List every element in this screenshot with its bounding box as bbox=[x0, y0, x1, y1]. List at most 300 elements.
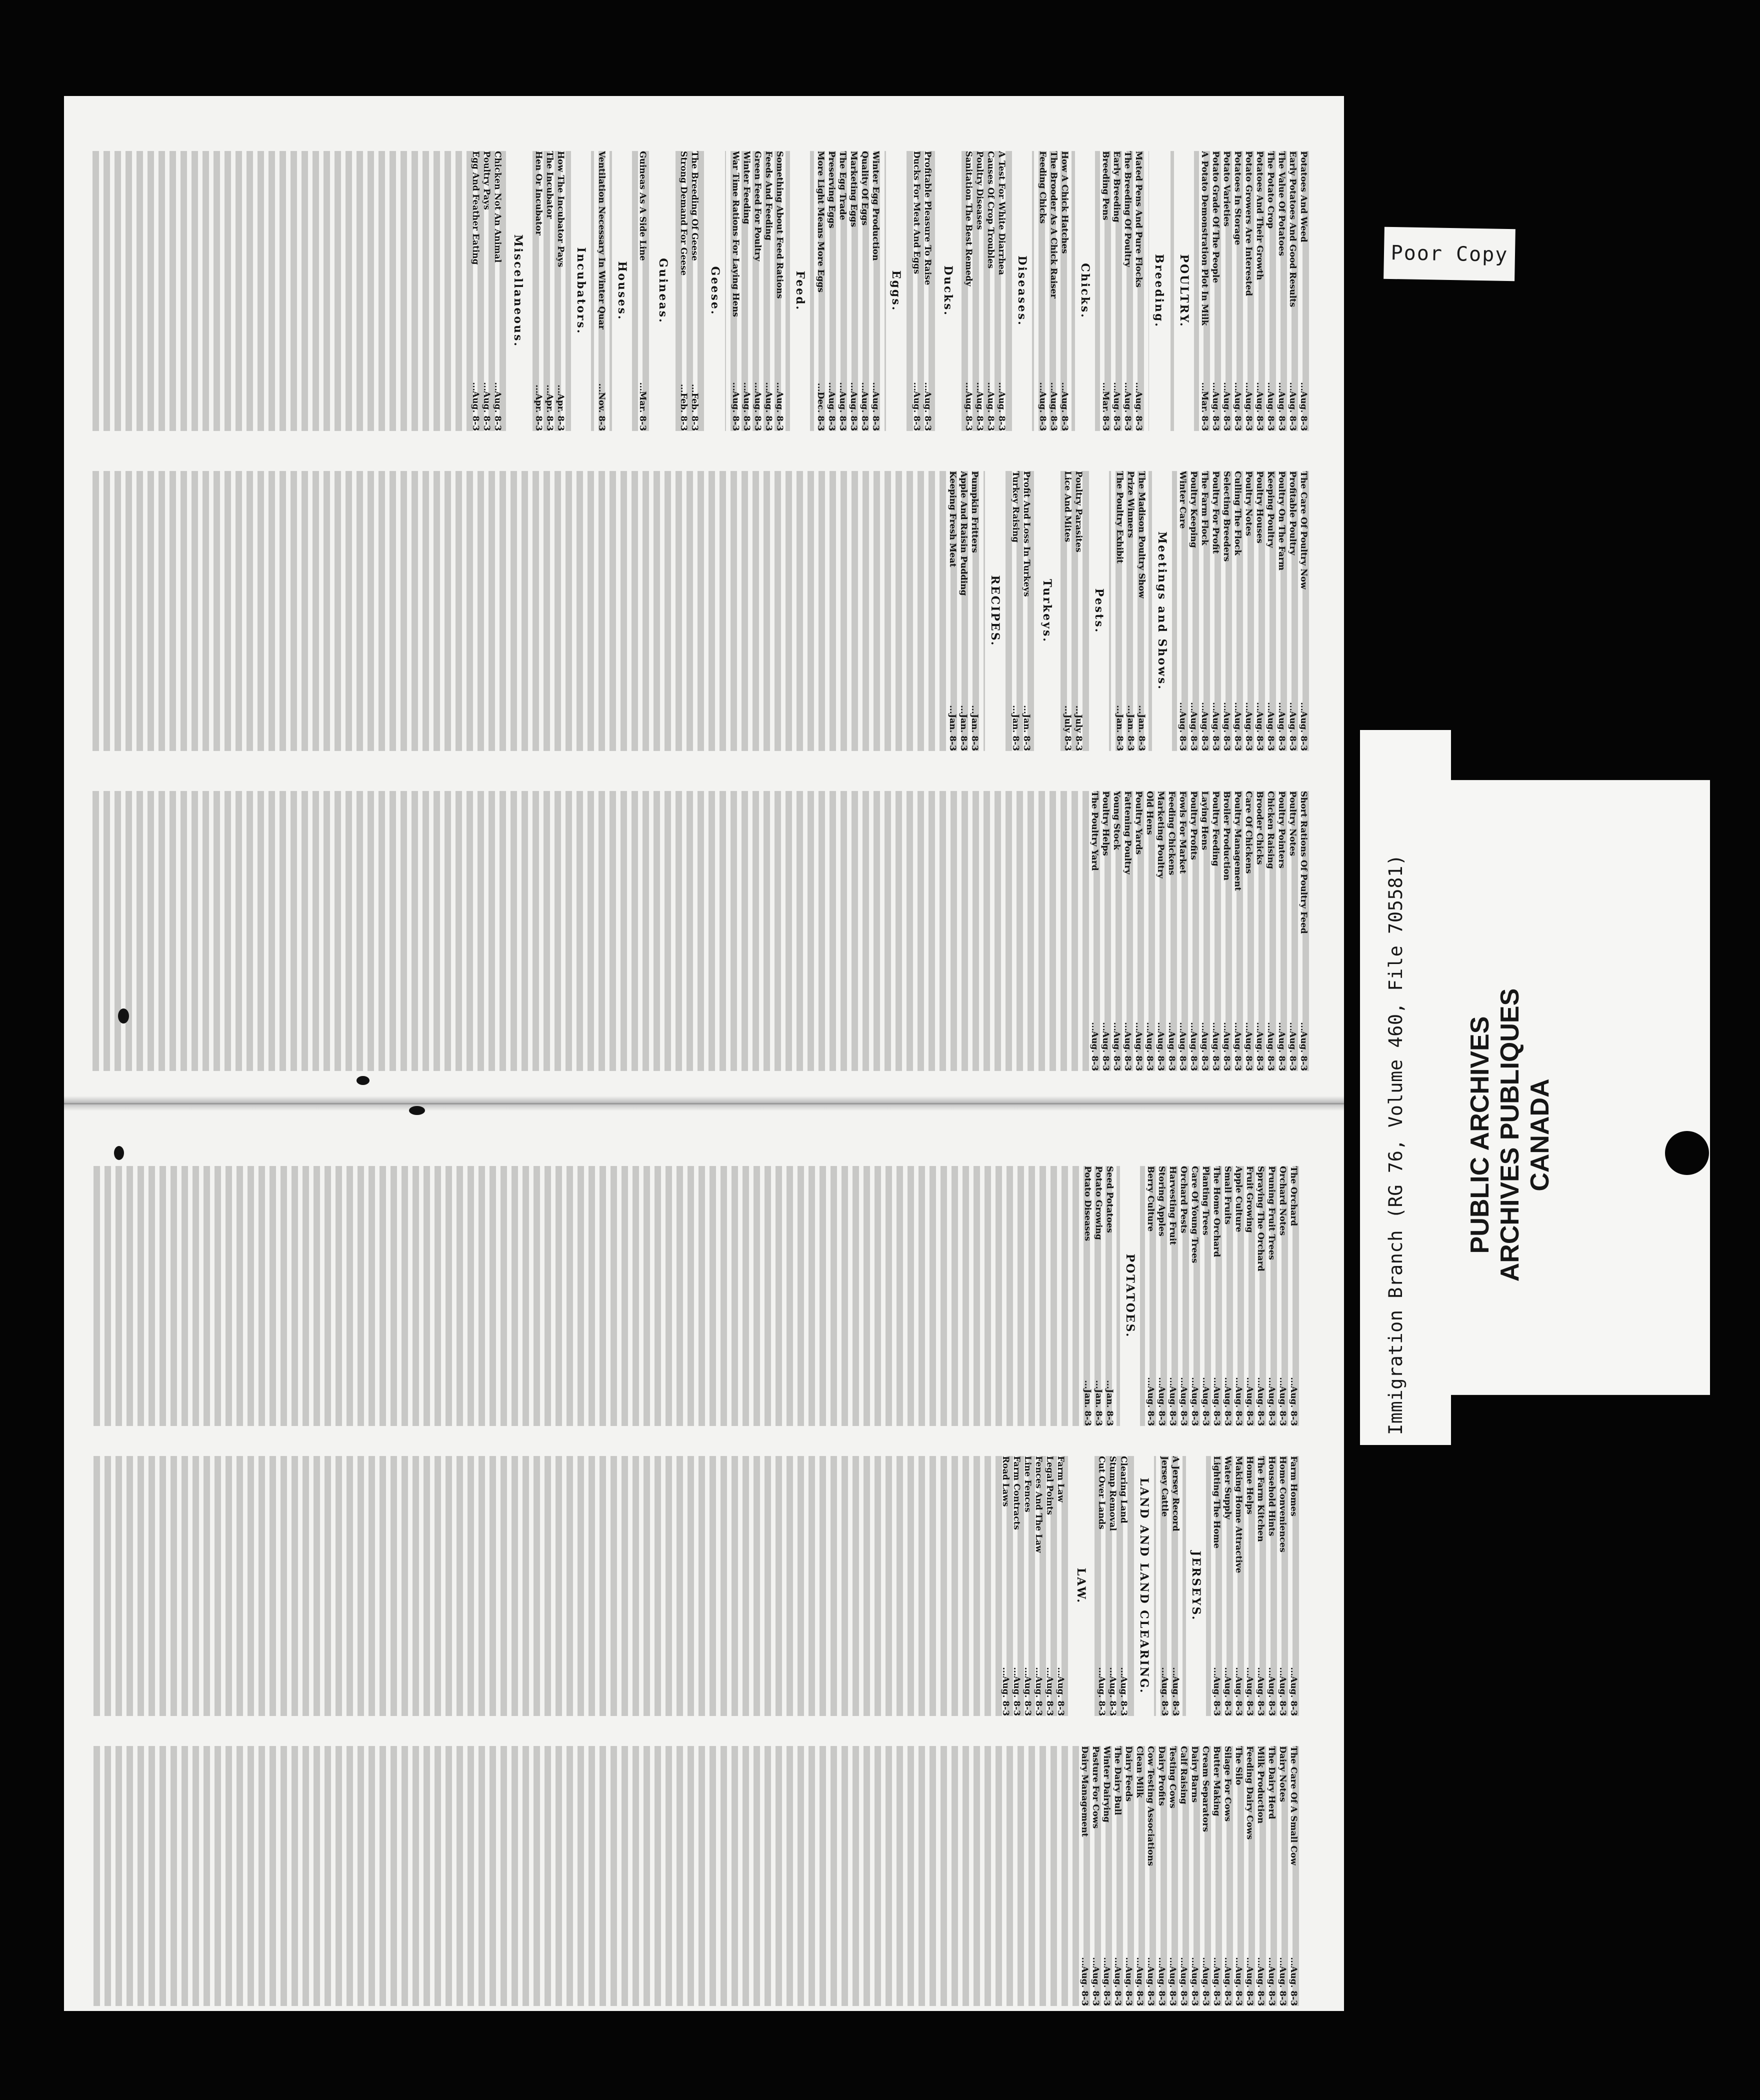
entry-title: Early Potatoes And Good Results bbox=[1288, 151, 1298, 308]
entry-title: Dairy Feeds bbox=[1124, 1746, 1134, 1802]
entry-date: ...Jan. 8-3 bbox=[970, 705, 980, 751]
index-entry bbox=[730, 151, 741, 431]
entry-title: Something About Feed Rations bbox=[774, 151, 784, 299]
index-entry bbox=[774, 151, 785, 431]
index-entry bbox=[1243, 151, 1254, 431]
entry-title: Dairy Notes bbox=[1278, 1746, 1288, 1802]
archives-line-french: ARCHIVES PUBLIQUES bbox=[1496, 988, 1524, 1282]
entry-date: ...Jan. 8-3 bbox=[1082, 1380, 1092, 1426]
index-entry bbox=[1233, 1746, 1244, 2006]
entry-title: The Care Of Poultry Now bbox=[1298, 471, 1308, 590]
index-entry bbox=[1090, 1746, 1101, 2006]
index-entry bbox=[1222, 1456, 1233, 1716]
entry-date: ...Aug. 8-3 bbox=[1134, 1022, 1144, 1071]
index-entry bbox=[1100, 791, 1111, 1071]
entry-title: Orchard Pests bbox=[1178, 1166, 1188, 1234]
entry-date: ...Aug. 8-3 bbox=[1266, 702, 1276, 751]
entry-date: ...Aug. 8-3 bbox=[1210, 1022, 1220, 1071]
entry-date: ...Aug. 8-3 bbox=[1000, 1667, 1010, 1716]
entry-title: The Poultry Yard bbox=[1090, 791, 1100, 871]
entry-date: ...Aug. 8-3 bbox=[1256, 1957, 1266, 2006]
entry-date: ...Aug. 8-3 bbox=[1276, 702, 1286, 751]
entry-title: Winter Care bbox=[1178, 471, 1188, 529]
index-top-half bbox=[89, 151, 1309, 1081]
index-entry bbox=[1210, 151, 1221, 431]
entry-title: Silage For Cows bbox=[1222, 1746, 1232, 1822]
entry-title: Clean Milk bbox=[1134, 1746, 1144, 1798]
entry-date: ...Aug. 8-3 bbox=[1200, 1022, 1210, 1071]
entry-date: ...Aug. 8-3 bbox=[1112, 382, 1122, 431]
index-entry bbox=[544, 151, 555, 431]
entry-date: ...Jan. 8-3 bbox=[1010, 705, 1020, 751]
entry-title: Spraying The Orchard bbox=[1256, 1166, 1266, 1272]
section-heading: Turkeys. bbox=[1037, 471, 1057, 751]
entry-title: The Orchard bbox=[1288, 1166, 1298, 1226]
entry-title: Fowls For Market bbox=[1178, 791, 1188, 874]
index-entry bbox=[1232, 151, 1243, 431]
entry-title: Poultry Pays bbox=[482, 151, 492, 210]
entry-title: Ducks For Meat And Eggs bbox=[912, 151, 922, 274]
index-entry bbox=[1211, 1456, 1222, 1716]
entry-title: Poultry Parasites bbox=[1074, 471, 1084, 552]
index-entry bbox=[741, 151, 752, 431]
entry-title: Short Rations Of Poultry Feed bbox=[1298, 791, 1308, 934]
entry-date: ...Aug. 8-3 bbox=[1244, 1957, 1254, 2006]
entry-date: ...Apr. 8-3 bbox=[556, 384, 566, 431]
index-entry bbox=[1155, 791, 1166, 1071]
entry-title: Potato Varieties bbox=[1222, 151, 1232, 227]
entry-title: Marketing Eggs bbox=[848, 151, 858, 228]
entry-title: Poultry Management bbox=[1232, 791, 1242, 892]
entry-title: Potato Diseases bbox=[1082, 1166, 1092, 1242]
entry-date: ...Aug. 8-3 bbox=[870, 382, 880, 431]
entry-title: Household Hints bbox=[1266, 1456, 1276, 1536]
entry-date: ...July 8-3 bbox=[1074, 705, 1084, 751]
entry-title: Calf Raising bbox=[1178, 1746, 1188, 1804]
entry-title: Marketing Poultry bbox=[1156, 791, 1166, 879]
entry-date: ...Aug. 8-3 bbox=[1022, 1667, 1032, 1716]
entry-title: Feeding Chicks bbox=[1038, 151, 1048, 224]
index-entry bbox=[1288, 1456, 1299, 1716]
index-column bbox=[89, 1166, 1299, 1426]
entry-title: Quality Of Eggs bbox=[860, 151, 870, 226]
index-entry bbox=[1133, 151, 1144, 431]
entry-date: ...Aug. 8-3 bbox=[1244, 1377, 1254, 1426]
entry-date: ...Aug. 8-3 bbox=[1288, 702, 1298, 751]
entry-date: ...Aug. 8-3 bbox=[1234, 1667, 1244, 1716]
entry-date: ...Aug. 8-3 bbox=[1232, 382, 1242, 431]
index-entry bbox=[470, 151, 481, 431]
poor-copy-tag bbox=[1384, 227, 1516, 282]
entry-date: ...Aug. 8-3 bbox=[1156, 1957, 1166, 2006]
entry-title: Line Fences bbox=[1022, 1456, 1032, 1512]
index-entry bbox=[1287, 471, 1298, 751]
entry-date: ...Aug. 8-3 bbox=[1244, 382, 1254, 431]
index-entry bbox=[1276, 471, 1287, 751]
section-heading: POTATOES. bbox=[1120, 1166, 1140, 1426]
entry-date: ...Aug. 8-3 bbox=[1254, 1022, 1264, 1071]
entry-date: ...Aug. 8-3 bbox=[1288, 1377, 1298, 1426]
entry-title: The Farm Kitchen bbox=[1256, 1456, 1266, 1542]
entry-title: Seed Potatoes bbox=[1104, 1166, 1114, 1233]
entry-title: Testing Cows bbox=[1168, 1746, 1178, 1808]
entry-date: ...Aug. 8-3 bbox=[1298, 1022, 1308, 1071]
entry-title: Chicken Not An Animal bbox=[492, 151, 502, 263]
entry-date: ...Aug. 8-3 bbox=[1266, 1667, 1276, 1716]
index-entry bbox=[1170, 1456, 1181, 1716]
index-column bbox=[89, 471, 1309, 751]
entry-title: Milk Production bbox=[1256, 1746, 1266, 1824]
entry-title: Feeds And Feeding bbox=[764, 151, 774, 240]
index-entry bbox=[1122, 791, 1133, 1071]
entry-title: Pruning Fruit Trees bbox=[1266, 1166, 1276, 1260]
entry-date: ...Aug. 8-3 bbox=[1188, 702, 1198, 751]
index-entry bbox=[1010, 471, 1021, 751]
index-entry bbox=[1144, 791, 1155, 1071]
entry-date: ...Aug. 8-3 bbox=[1210, 382, 1220, 431]
entry-date: ...Aug. 8-3 bbox=[492, 382, 502, 431]
entry-date: ...Aug. 8-3 bbox=[1222, 1022, 1232, 1071]
entry-title: Egg And Feather Eating bbox=[470, 151, 480, 265]
entry-title: Butter Making bbox=[1212, 1746, 1222, 1816]
entry-date: ...Aug. 8-3 bbox=[1288, 1022, 1298, 1071]
index-entry bbox=[1199, 791, 1210, 1071]
entry-date: ...Aug. 8-3 bbox=[1276, 1022, 1286, 1071]
index-entry bbox=[1298, 471, 1309, 751]
entry-title: Potatoes And Their Growth bbox=[1254, 151, 1264, 280]
entry-title: Dairy Barns bbox=[1190, 1746, 1200, 1803]
entry-date: ...Aug. 8-3 bbox=[1244, 1667, 1254, 1716]
entry-title: Dairy Profits bbox=[1156, 1746, 1166, 1806]
index-entry bbox=[1123, 1746, 1134, 2006]
index-entry bbox=[1188, 791, 1199, 1071]
entry-date: ...Aug. 8-3 bbox=[1178, 1957, 1188, 2006]
entry-date: ...Aug. 8-3 bbox=[1244, 702, 1254, 751]
entry-title: Winter Egg Production bbox=[870, 151, 880, 261]
index-entry bbox=[1189, 1166, 1200, 1426]
index-entry bbox=[1255, 1456, 1266, 1716]
index-entry bbox=[1159, 1456, 1170, 1716]
entry-date: ...Aug. 8-3 bbox=[1234, 1957, 1244, 2006]
entry-date: ...Aug. 8-3 bbox=[1278, 1377, 1288, 1426]
entry-date: ...Aug. 8-3 bbox=[1034, 1667, 1044, 1716]
entry-date: ...Aug. 8-3 bbox=[1168, 1377, 1178, 1426]
ink-blot bbox=[409, 1106, 425, 1115]
entry-date: ...Aug. 8-3 bbox=[1048, 382, 1058, 431]
entry-date: ...Aug. 8-3 bbox=[1080, 1957, 1090, 2006]
entry-title: Fattening Poultry bbox=[1122, 791, 1132, 874]
index-entry bbox=[763, 151, 774, 431]
index-entry bbox=[1287, 151, 1298, 431]
entry-date: ...Aug. 8-3 bbox=[1146, 1957, 1156, 2006]
entry-title: The Egg Trade bbox=[838, 151, 848, 220]
entry-title: The Value Of Potatoes bbox=[1276, 151, 1286, 256]
entry-title: The Care Of A Small Cow bbox=[1288, 1746, 1298, 1866]
section-heading: Diseases. bbox=[1012, 151, 1032, 431]
index-entry bbox=[1167, 1166, 1178, 1426]
entry-title: Chicken Raising bbox=[1266, 791, 1276, 869]
entry-title: Small Fruits bbox=[1222, 1166, 1232, 1225]
entry-date: ...Aug. 8-3 bbox=[1212, 1957, 1222, 2006]
entry-title: Poultry Houses bbox=[1254, 471, 1264, 544]
index-entry bbox=[1133, 791, 1144, 1071]
entry-title: Road Laws bbox=[1000, 1456, 1010, 1507]
entry-title: Strong Demand For Geese bbox=[678, 151, 688, 276]
entry-title: Dairy Management bbox=[1080, 1746, 1090, 1837]
entry-date: ...Jan. 8-3 bbox=[1094, 1380, 1104, 1426]
entry-date: ...Aug. 8-3 bbox=[1212, 1377, 1222, 1426]
entry-title: Keeping Poultry bbox=[1266, 471, 1276, 548]
entry-title: Green Feed For Poultry bbox=[752, 151, 762, 262]
index-entry bbox=[947, 471, 958, 751]
index-entry bbox=[1210, 791, 1221, 1071]
entry-date: ...Aug. 8-3 bbox=[1298, 702, 1308, 751]
entry-title: The Brooder As A Chick Raiser bbox=[1048, 151, 1058, 298]
index-entry bbox=[637, 151, 648, 431]
entry-title: Winter Dairying bbox=[1102, 1746, 1112, 1822]
section-heading: Breeding. bbox=[1149, 151, 1169, 431]
index-entry bbox=[1244, 1456, 1255, 1716]
index-entry bbox=[1022, 1456, 1033, 1716]
entry-title: The Breeding Of Geese bbox=[690, 151, 700, 261]
index-entry bbox=[1104, 1166, 1115, 1426]
entry-date: ...Aug. 8-3 bbox=[1222, 1957, 1232, 2006]
section-heading: Chicks. bbox=[1075, 151, 1095, 431]
index-entry bbox=[1112, 1746, 1123, 2006]
entry-date: ...Aug. 8-3 bbox=[1166, 1022, 1176, 1071]
entry-date: ...Aug. 8-3 bbox=[1266, 382, 1276, 431]
index-entry bbox=[1021, 471, 1032, 751]
entry-title: Harvesting Fruit bbox=[1168, 1166, 1178, 1246]
entry-title: Guineas As A Side Line bbox=[638, 151, 648, 261]
entry-title: The Silo bbox=[1234, 1746, 1244, 1786]
index-entry bbox=[1055, 1456, 1066, 1716]
entry-title: Apple Culture bbox=[1234, 1166, 1244, 1232]
entry-title: Clearing Land bbox=[1118, 1456, 1128, 1524]
section-heading: LAW. bbox=[1071, 1456, 1091, 1716]
entry-title: Potato Grade Of The People bbox=[1210, 151, 1220, 284]
entry-title: Potatoes And Weed bbox=[1298, 151, 1308, 242]
entry-title: Cream Separators bbox=[1200, 1746, 1210, 1832]
entry-title: Stump Removal bbox=[1108, 1456, 1118, 1531]
entry-title: Causes Of Crop Troubles bbox=[986, 151, 996, 269]
poor-copy-label: Poor Copy bbox=[1390, 241, 1508, 267]
index-entry bbox=[859, 151, 870, 431]
entry-date: ...Aug. 8-3 bbox=[848, 382, 858, 431]
entry-date: ...Aug. 8-3 bbox=[1232, 1022, 1242, 1071]
archives-line-country: CANADA bbox=[1526, 1078, 1554, 1192]
index-entry bbox=[1048, 151, 1059, 431]
index-entry bbox=[1096, 1456, 1107, 1716]
entry-title: Mated Pens And Pure Flocks bbox=[1134, 151, 1144, 288]
entry-date: ...Aug. 8-3 bbox=[1178, 1377, 1188, 1426]
entry-title: Laying Hens bbox=[1200, 791, 1210, 850]
entry-date: ...Aug. 8-3 bbox=[1222, 1667, 1232, 1716]
entry-date: ...Jan. 8-3 bbox=[948, 705, 958, 751]
entry-title: Apple And Raisin Pudding bbox=[958, 471, 968, 596]
entry-date: ...Aug. 8-3 bbox=[1276, 382, 1286, 431]
index-entry bbox=[1177, 471, 1188, 751]
punch-hole bbox=[1665, 1131, 1709, 1175]
entry-date: ...Aug. 8-3 bbox=[1178, 1022, 1188, 1071]
entry-date: ...Aug. 8-3 bbox=[1102, 1957, 1112, 2006]
entry-title: A Jersey Record bbox=[1170, 1456, 1180, 1532]
entry-title: Farm Law bbox=[1056, 1456, 1066, 1502]
entry-date: ...Aug. 8-3 bbox=[1100, 1022, 1110, 1071]
entry-title: How The Incubator Pays bbox=[556, 151, 566, 268]
index-entry bbox=[689, 151, 700, 431]
index-entry bbox=[1044, 1456, 1055, 1716]
entry-date: ...Aug. 8-3 bbox=[1112, 1022, 1122, 1071]
index-entry bbox=[1255, 1746, 1266, 2006]
entry-date: ...Aug. 8-3 bbox=[964, 382, 974, 431]
entry-date: ...Aug. 8-3 bbox=[1222, 382, 1232, 431]
index-entry bbox=[1188, 471, 1199, 751]
index-entry bbox=[969, 471, 980, 751]
entry-date: ...July 8-3 bbox=[1062, 705, 1072, 751]
index-entry bbox=[1221, 151, 1232, 431]
entry-title: Poultry Diseases bbox=[974, 151, 984, 230]
entry-date: ...Aug. 8-3 bbox=[470, 382, 480, 431]
section-heading: JERSEYS. bbox=[1186, 1456, 1206, 1716]
index-entry bbox=[1177, 791, 1188, 1071]
entry-date: ...Aug. 8-3 bbox=[1134, 1957, 1144, 2006]
entry-title: Culling The Flock bbox=[1232, 471, 1242, 556]
entry-date: ...Jan. 8-3 bbox=[1126, 705, 1136, 751]
entry-title: Broiler Production bbox=[1222, 791, 1232, 880]
index-entry bbox=[1210, 471, 1221, 751]
entry-date: ...Mar. 8-3 bbox=[1100, 382, 1110, 431]
index-entry bbox=[1298, 791, 1309, 1071]
index-entry bbox=[1244, 1166, 1255, 1426]
index-entry bbox=[1276, 791, 1287, 1071]
section-heading: LAND AND LAND CLEARING. bbox=[1134, 1456, 1154, 1716]
index-entry bbox=[481, 151, 492, 431]
entry-date: ...Jan. 8-3 bbox=[1136, 705, 1146, 751]
index-entry bbox=[1254, 151, 1265, 431]
entry-date: ...Aug. 8-3 bbox=[1144, 1022, 1154, 1071]
index-entry bbox=[1221, 471, 1232, 751]
index-entry bbox=[1145, 1746, 1156, 2006]
index-entry bbox=[1122, 151, 1133, 431]
entry-date: ...Aug. 8-3 bbox=[1232, 702, 1242, 751]
entry-title: Profitable Pleasure To Raise bbox=[922, 151, 932, 286]
index-entry bbox=[1000, 1456, 1011, 1716]
entry-date: ...Aug. 8-3 bbox=[912, 382, 922, 431]
entry-date: ...Aug. 8-3 bbox=[1234, 1377, 1244, 1426]
entry-title: Ventilation Necessary In Winter Quar bbox=[596, 151, 606, 330]
index-entry bbox=[1114, 471, 1125, 751]
index-entry bbox=[848, 151, 859, 431]
entry-title: Poultry Notes bbox=[1288, 791, 1298, 856]
entry-title: Poultry On The Farm bbox=[1276, 471, 1286, 571]
entry-title: Cut Over Lands bbox=[1096, 1456, 1106, 1530]
index-entry bbox=[1200, 1746, 1211, 2006]
entry-date: ...Mar. 8-3 bbox=[1200, 382, 1210, 431]
entry-title: Sanitation The Best Remedy bbox=[964, 151, 974, 286]
index-entry bbox=[958, 471, 969, 751]
entry-date: ...Feb. 8-3 bbox=[690, 384, 700, 431]
entry-title: How A Chick Hatches bbox=[1060, 151, 1070, 254]
index-entry bbox=[1189, 1746, 1200, 2006]
index-entry bbox=[911, 151, 922, 431]
entry-title: Poultry Profits bbox=[1188, 791, 1198, 860]
ink-blot bbox=[114, 1146, 124, 1160]
index-entry bbox=[1254, 471, 1265, 751]
index-entry bbox=[1222, 1166, 1233, 1426]
entry-title: Breeding Pens bbox=[1100, 151, 1110, 220]
entry-title: Young Stock bbox=[1112, 791, 1122, 850]
section-heading: Pests. bbox=[1089, 471, 1109, 751]
index-entry bbox=[1244, 1746, 1255, 2006]
entry-date: ...Aug. 8-3 bbox=[1256, 1667, 1266, 1716]
entry-date: ...Aug. 8-3 bbox=[1118, 1667, 1128, 1716]
entry-title: Poultry For Profit bbox=[1210, 471, 1220, 554]
index-entry bbox=[963, 151, 974, 431]
entry-title: Prize Winners bbox=[1126, 471, 1136, 538]
section-heading: Feed. bbox=[790, 151, 810, 431]
entry-date: ...Aug. 8-3 bbox=[1298, 382, 1308, 431]
entry-date: ...Aug. 8-3 bbox=[1256, 1377, 1266, 1426]
index-entry bbox=[1243, 471, 1254, 751]
entry-title: Poultry Pointers bbox=[1276, 791, 1286, 868]
index-entry bbox=[1255, 1166, 1266, 1426]
index-entry bbox=[1082, 1166, 1093, 1426]
entry-date: ...Aug. 8-3 bbox=[974, 382, 984, 431]
index-entry bbox=[1199, 471, 1210, 751]
entry-date: ...Aug. 8-3 bbox=[1134, 382, 1144, 431]
entry-title: Profit And Loss In Turkeys bbox=[1022, 471, 1032, 597]
entry-date: ...Aug. 8-3 bbox=[1210, 702, 1220, 751]
entry-date: ...Aug. 8-3 bbox=[752, 382, 762, 431]
entry-date: ...Aug. 8-3 bbox=[922, 382, 932, 431]
entry-date: ...Aug. 8-3 bbox=[1096, 1667, 1106, 1716]
archives-line-english: PUBLIC ARCHIVES bbox=[1466, 1016, 1494, 1254]
entry-date: ...Aug. 8-3 bbox=[1190, 1377, 1200, 1426]
entry-date: ...Aug. 8-3 bbox=[1090, 1957, 1100, 2006]
index-entry bbox=[1111, 791, 1122, 1071]
index-entry bbox=[1265, 471, 1276, 751]
entry-title: Selecting Breeders bbox=[1222, 471, 1232, 562]
entry-date: ...Aug. 8-3 bbox=[1122, 382, 1132, 431]
entry-date: ...Aug. 8-3 bbox=[774, 382, 784, 431]
entry-title: Keeping Fresh Meat bbox=[948, 471, 958, 568]
entry-title: Hen Or Incubator bbox=[534, 151, 544, 236]
entry-date: ...Aug. 8-3 bbox=[1108, 1667, 1118, 1716]
entry-title: Farm Contracts bbox=[1012, 1456, 1022, 1530]
archive-reference: Immigration Branch (RG 76, Volume 460, File 705581) bbox=[1385, 854, 1406, 1435]
entry-date: ...Jan. 8-3 bbox=[1114, 705, 1124, 751]
section-heading: Meetings and Shows. bbox=[1152, 471, 1172, 751]
index-entry bbox=[1125, 471, 1136, 751]
entry-title: Feeding Dairy Cows bbox=[1244, 1746, 1254, 1840]
index-entry bbox=[1266, 1166, 1277, 1426]
entry-title: The Potato Crop bbox=[1266, 151, 1276, 229]
index-entry bbox=[555, 151, 566, 431]
section-heading: POULTRY. bbox=[1174, 151, 1194, 431]
entry-date: ...Aug. 8-3 bbox=[730, 382, 740, 431]
entry-title: War Time Rations For Laying Hens bbox=[730, 151, 740, 317]
entry-title: Turkey Raising bbox=[1010, 471, 1020, 543]
entry-title: A Test For White Diarrhea bbox=[996, 151, 1006, 276]
entry-title: The Incubator bbox=[544, 151, 554, 219]
entry-title: The Dairy Bull bbox=[1112, 1746, 1122, 1816]
entry-date: ...Aug. 8-3 bbox=[1160, 1667, 1170, 1716]
entry-date: ...Feb. 8-3 bbox=[678, 384, 688, 431]
index-entry bbox=[1265, 151, 1276, 431]
index-entry bbox=[1288, 1746, 1299, 2006]
entry-date: ...Aug. 8-3 bbox=[1222, 702, 1232, 751]
